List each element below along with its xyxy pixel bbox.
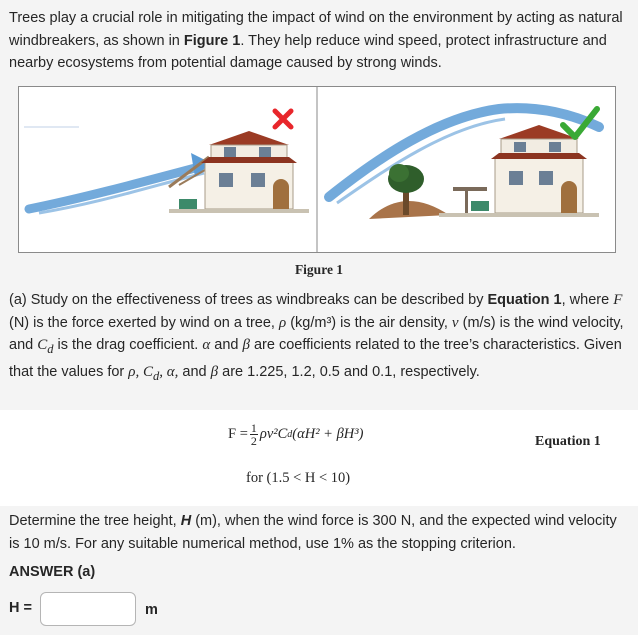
equation-block [0, 410, 638, 506]
fraction-half: $\frac{1}{2}$ [250, 421, 257, 448]
part-b-text: Determine the tree height, H (m), when the wind force is 300 N, and the expected wind velocity is 10 m/s. For any suitable numerical method, use 1% as the stopping criterion. [9, 513, 617, 552]
damaged-house [201, 131, 297, 209]
windbreak-illustration [19, 87, 615, 252]
figure-1 [18, 86, 616, 253]
height-label: H = [9, 600, 32, 616]
right-panel [329, 108, 599, 219]
equation-1: F = $\frac{1}{2}$ ρv²C d (αH² + βH³) [228, 421, 364, 448]
intro-section [0, 0, 638, 81]
intro-paragraph: Trees play a crucial role in mitigating the impact of wind on the environment by acting as natural windbreakers, as shown in Figure 1. They help reduce wind speed, protect infrastructure and nearby ecosystems from potential damage caused by strong winds. [9, 10, 623, 71]
equation-range: for (1.5 < H < 10) [246, 470, 351, 486]
figure-caption: Figure 1 [294, 262, 344, 277]
figure-reference: Figure 1 [183, 32, 241, 49]
height-answer-input[interactable] [40, 592, 136, 626]
equation-label: Equation 1 [535, 434, 601, 449]
answer-section [0, 506, 638, 635]
equation-reference: Equation 1 [487, 292, 562, 308]
left-panel [24, 127, 309, 213]
height-unit: m [145, 602, 158, 618]
answer-title: ANSWER (a) [9, 564, 96, 580]
cross-mark-icon [275, 111, 291, 127]
part-a-text: (a) Study on the effectiveness of trees as windbreaks can be described by Equation 1, where F (N) is the force exerted by wind on a tree, ρ (kg/m³) is the air density, v (m/s) is the wind velocity, and $C_d$ is the drag coefficient. α and β are coefficients related to the tree’s characteristics. Given that the values for ρ, $C_d$, α, and β are 1.225, 1.2, 0.5 and 0.1, respectively. [9, 292, 624, 383]
